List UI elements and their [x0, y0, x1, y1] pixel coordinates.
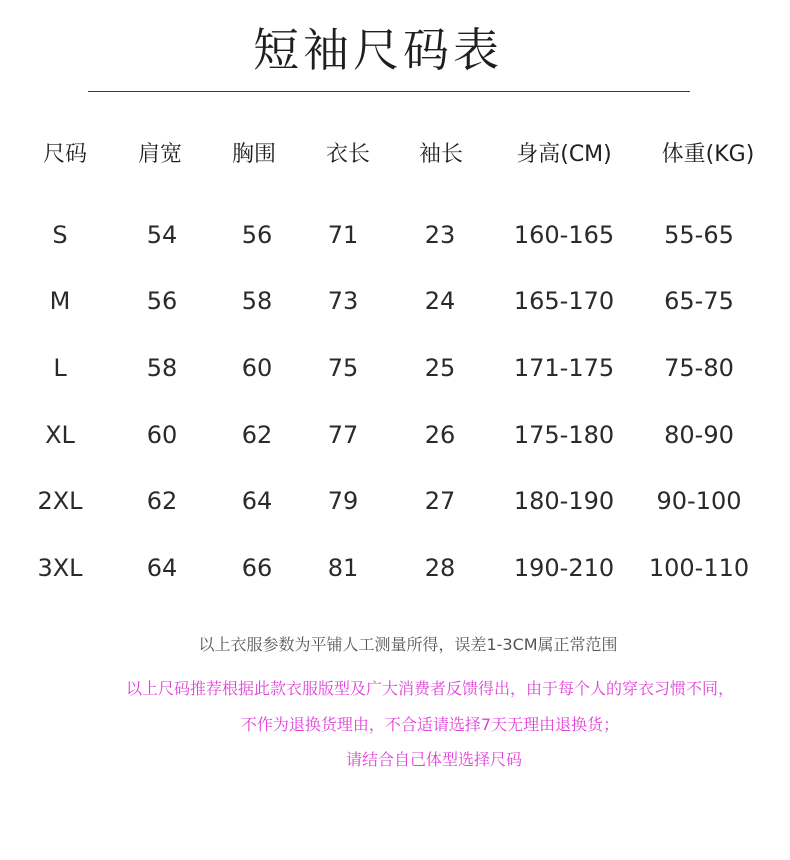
cell-chest: 64 [241, 487, 273, 515]
cell-shoulder-width: 64 [146, 554, 178, 582]
cell-length: 75 [327, 354, 359, 382]
header-length: 衣长 [325, 142, 371, 167]
cell-height: 190-210 [513, 554, 615, 582]
cell-sleeve-length: 23 [424, 221, 456, 249]
cell-size: 2XL [37, 487, 83, 515]
cell-sleeve-length: 28 [424, 554, 456, 582]
cell-size: M [49, 287, 71, 315]
cell-height: 160-165 [513, 221, 615, 249]
cell-weight: 55-65 [664, 221, 734, 249]
cell-weight: 100-110 [648, 554, 750, 582]
cell-size: 3XL [37, 554, 83, 582]
title-divider [88, 91, 690, 92]
cell-chest: 62 [241, 421, 273, 449]
cell-sleeve-length: 26 [424, 421, 456, 449]
cell-shoulder-width: 60 [146, 421, 178, 449]
cell-shoulder-width: 62 [146, 487, 178, 515]
table-row [0, 281, 790, 321]
cell-chest: 56 [241, 221, 273, 249]
cell-shoulder-width: 56 [146, 287, 178, 315]
header-size: 尺码 [42, 142, 88, 167]
header-shoulder-width: 肩宽 [137, 142, 183, 167]
cell-length: 77 [327, 421, 359, 449]
header-chest: 胸围 [231, 142, 277, 167]
cell-height: 165-170 [513, 287, 615, 315]
page-title: 短袖尺码表 [253, 23, 503, 77]
cell-chest: 60 [241, 354, 273, 382]
cell-height: 175-180 [513, 421, 615, 449]
cell-size: XL [45, 421, 75, 449]
recommendation-note-line-1: 以上尺码推荐根据此款衣服版型及广大消费者反馈得出，由于每个人的穿衣习惯不同， [125, 679, 734, 698]
cell-shoulder-width: 58 [146, 354, 178, 382]
cell-length: 71 [327, 221, 359, 249]
cell-height: 180-190 [513, 487, 615, 515]
cell-size: L [53, 354, 67, 382]
cell-size: S [52, 221, 68, 249]
cell-sleeve-length: 25 [424, 354, 456, 382]
header-sleeve-length: 袖长 [418, 142, 464, 167]
cell-weight: 80-90 [664, 421, 734, 449]
table-row [0, 215, 790, 255]
cell-weight: 90-100 [656, 487, 742, 515]
cell-length: 81 [327, 554, 359, 582]
cell-shoulder-width: 54 [146, 221, 178, 249]
cell-length: 73 [327, 287, 359, 315]
table-header [0, 135, 790, 175]
cell-height: 171-175 [513, 354, 615, 382]
cell-length: 79 [327, 487, 359, 515]
cell-chest: 58 [241, 287, 273, 315]
cell-chest: 66 [241, 554, 273, 582]
table-row [0, 481, 790, 521]
table-row [0, 415, 790, 455]
header-weight: 体重(KG) [661, 142, 755, 167]
recommendation-note-line-3: 请结合自己体型选择尺码 [345, 750, 522, 769]
cell-weight: 75-80 [664, 354, 734, 382]
cell-weight: 65-75 [664, 287, 734, 315]
cell-sleeve-length: 27 [424, 487, 456, 515]
measurement-note: 以上衣服参数为平铺人工测量所得，误差1-3CM属正常范围 [198, 635, 618, 654]
recommendation-note-line-2: 不作为退换货理由，不合适请选择7天无理由退换货； [240, 715, 620, 734]
table-row [0, 548, 790, 588]
table-row [0, 348, 790, 388]
header-height: 身高(CM) [516, 142, 612, 167]
cell-sleeve-length: 24 [424, 287, 456, 315]
